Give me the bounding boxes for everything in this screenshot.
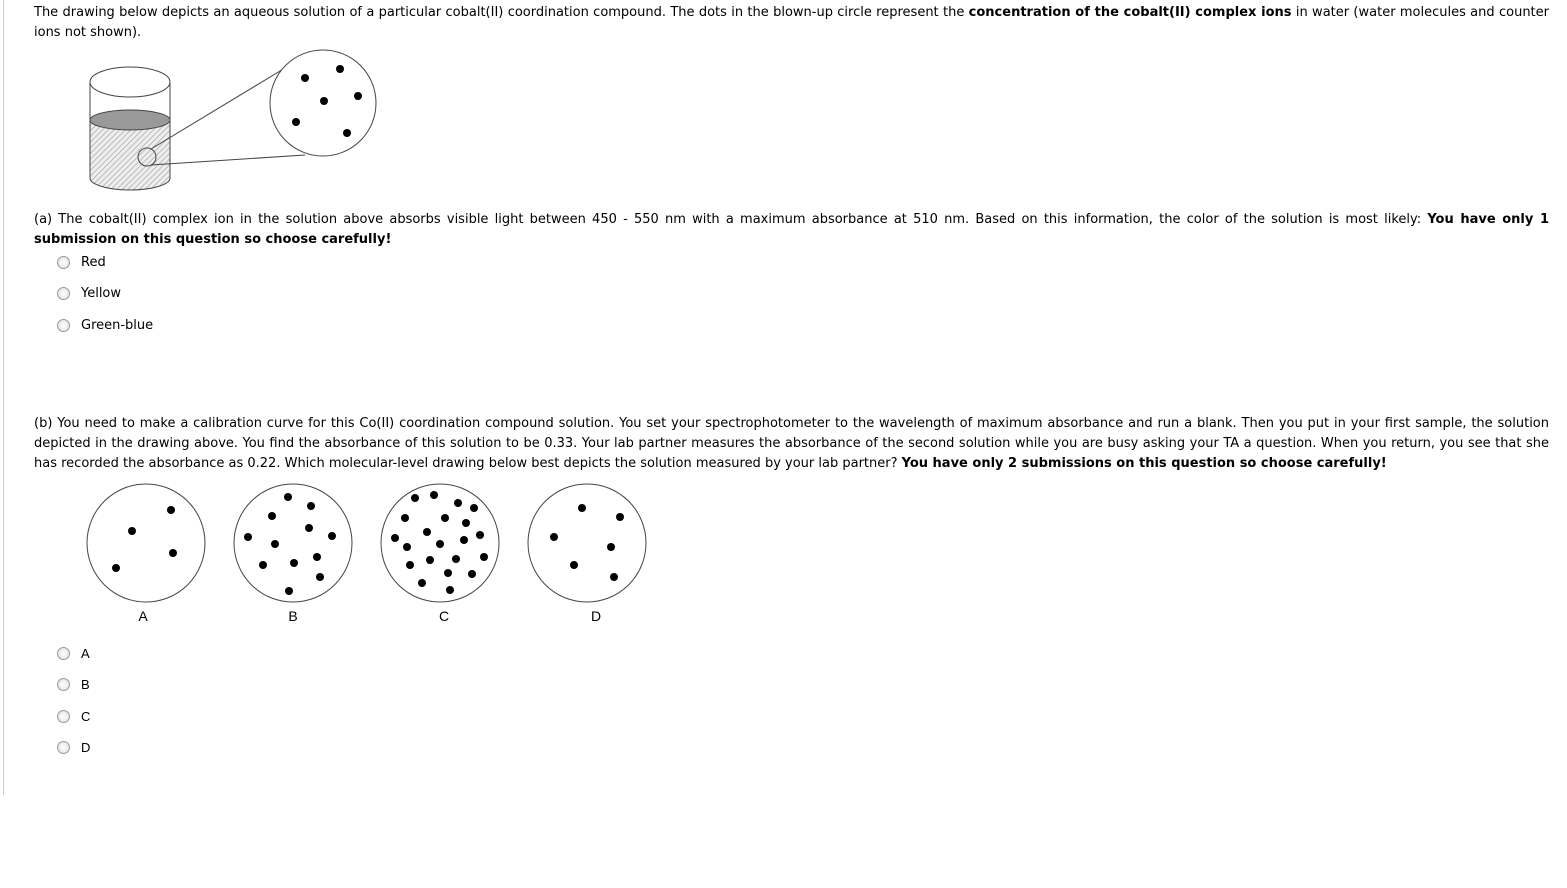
particle-dot <box>616 513 624 521</box>
particle-dot <box>354 92 362 100</box>
radio-button[interactable] <box>57 319 70 332</box>
particle-dot <box>470 504 478 512</box>
particle-dot <box>128 527 136 535</box>
particle-dot <box>343 129 351 137</box>
particle-dot <box>313 553 321 561</box>
option-green-blue[interactable] <box>57 316 153 334</box>
intro-bold: concentration of the cobalt(II) complex ions <box>968 5 1292 20</box>
particle-dot <box>316 573 324 581</box>
particle-dot <box>444 569 452 577</box>
particle-dot <box>290 559 298 567</box>
molecular-drawing-a <box>87 484 205 602</box>
part-b-question <box>34 414 1549 474</box>
particle-dot <box>430 491 438 499</box>
option-c[interactable] <box>57 707 90 725</box>
option-yellow[interactable] <box>57 284 121 302</box>
particle-dot <box>169 549 177 557</box>
radio-button[interactable] <box>57 741 70 754</box>
intro-text-2: in water (water molecules and counter ions not shown). <box>34 5 1549 40</box>
radio-button[interactable] <box>57 678 70 691</box>
radio-button[interactable] <box>57 710 70 723</box>
particle-dot <box>244 533 252 541</box>
molecular-drawing-d <box>528 484 646 602</box>
part-a-text: (a) The cobalt(II) complex ion in the solution above absorbs visible light between 450 - 550 nm with a maximum absorbance at 510 nm. Based on this information, the color of the solution is most likely: <box>34 212 1428 227</box>
particle-dot <box>320 97 328 105</box>
option-label: Yellow <box>81 285 122 301</box>
particle-dot <box>454 499 462 507</box>
particle-dot <box>285 587 293 595</box>
particle-dot <box>259 561 267 569</box>
option-label: A <box>81 645 90 661</box>
particle-dot <box>167 506 175 514</box>
particle-dot <box>271 540 279 548</box>
particle-dot <box>423 528 431 536</box>
option-d[interactable] <box>57 738 90 756</box>
part-b-text: (b) You need to make a calibration curve for this Co(II) coordination compound solution. You set your spectrophotometer to the wavelength of maximum absorbance and run a blank. Then you put in your first sample, the solution depicted in the drawing above. You find the absorbance of this solution to be 0.33. Your lab partner measures the absorbance of the second solution while you are busy asking your TA a question. When you return, you see that she has recorded the absorbance as 0.22. Which molecular-level drawing below best depicts the solution measured by your lab partner? <box>34 416 1549 471</box>
option-label: Green-blue <box>81 317 154 333</box>
particle-dot <box>468 570 476 578</box>
particle-dot <box>436 540 444 548</box>
molecular-drawing-b <box>234 484 352 602</box>
particle-dot <box>401 514 409 522</box>
option-label: C <box>81 708 91 724</box>
particle-dot <box>284 493 292 501</box>
particle-dot <box>426 556 434 564</box>
part-a-question <box>34 210 1549 250</box>
particle-dot <box>570 561 578 569</box>
figure-label: B <box>288 608 298 624</box>
particle-dot <box>403 543 411 551</box>
particle-dot <box>460 536 468 544</box>
option-label: B <box>81 676 90 692</box>
particle-dot <box>452 555 460 563</box>
particle-dot <box>336 65 344 73</box>
option-red[interactable] <box>57 253 106 271</box>
particle-dot <box>480 553 488 561</box>
particle-dot <box>550 533 558 541</box>
radio-button[interactable] <box>57 287 70 300</box>
particle-dot <box>112 564 120 572</box>
option-label: D <box>81 739 91 755</box>
particle-dot <box>268 512 276 520</box>
radio-button[interactable] <box>57 256 70 269</box>
particle-dot <box>328 532 336 540</box>
particle-dot <box>391 534 399 542</box>
part-b-warning: You have only 2 submissions on this question so choose carefully! <box>901 456 1387 471</box>
particle-dot <box>578 504 586 512</box>
option-b[interactable] <box>57 675 90 693</box>
particle-dot <box>418 579 426 587</box>
option-a[interactable] <box>57 644 90 662</box>
particle-dot <box>305 524 313 532</box>
figure-label: A <box>138 608 148 624</box>
figure-label: D <box>590 608 602 624</box>
particle-dot <box>307 502 315 510</box>
particle-dot <box>476 531 484 539</box>
option-label: Red <box>81 254 106 270</box>
particle-dot <box>610 573 618 581</box>
part-a-warning: You have only 1 submission on this question so choose carefully! <box>34 212 1549 247</box>
particle-dot <box>441 514 449 522</box>
beaker-figure <box>90 50 376 190</box>
particle-dot <box>607 543 615 551</box>
particle-dot <box>462 519 470 527</box>
radio-button[interactable] <box>57 647 70 660</box>
particle-dot <box>406 561 414 569</box>
figure-label: C <box>438 608 450 624</box>
intro-text-1: The drawing below depicts an aqueous solution of a particular cobalt(II) coordination compound. The dots in the blown-up circle represent the <box>34 5 969 20</box>
particle-dot <box>301 74 309 82</box>
particle-dot <box>411 494 419 502</box>
particle-dot <box>292 118 300 126</box>
particle-dot <box>446 586 454 594</box>
